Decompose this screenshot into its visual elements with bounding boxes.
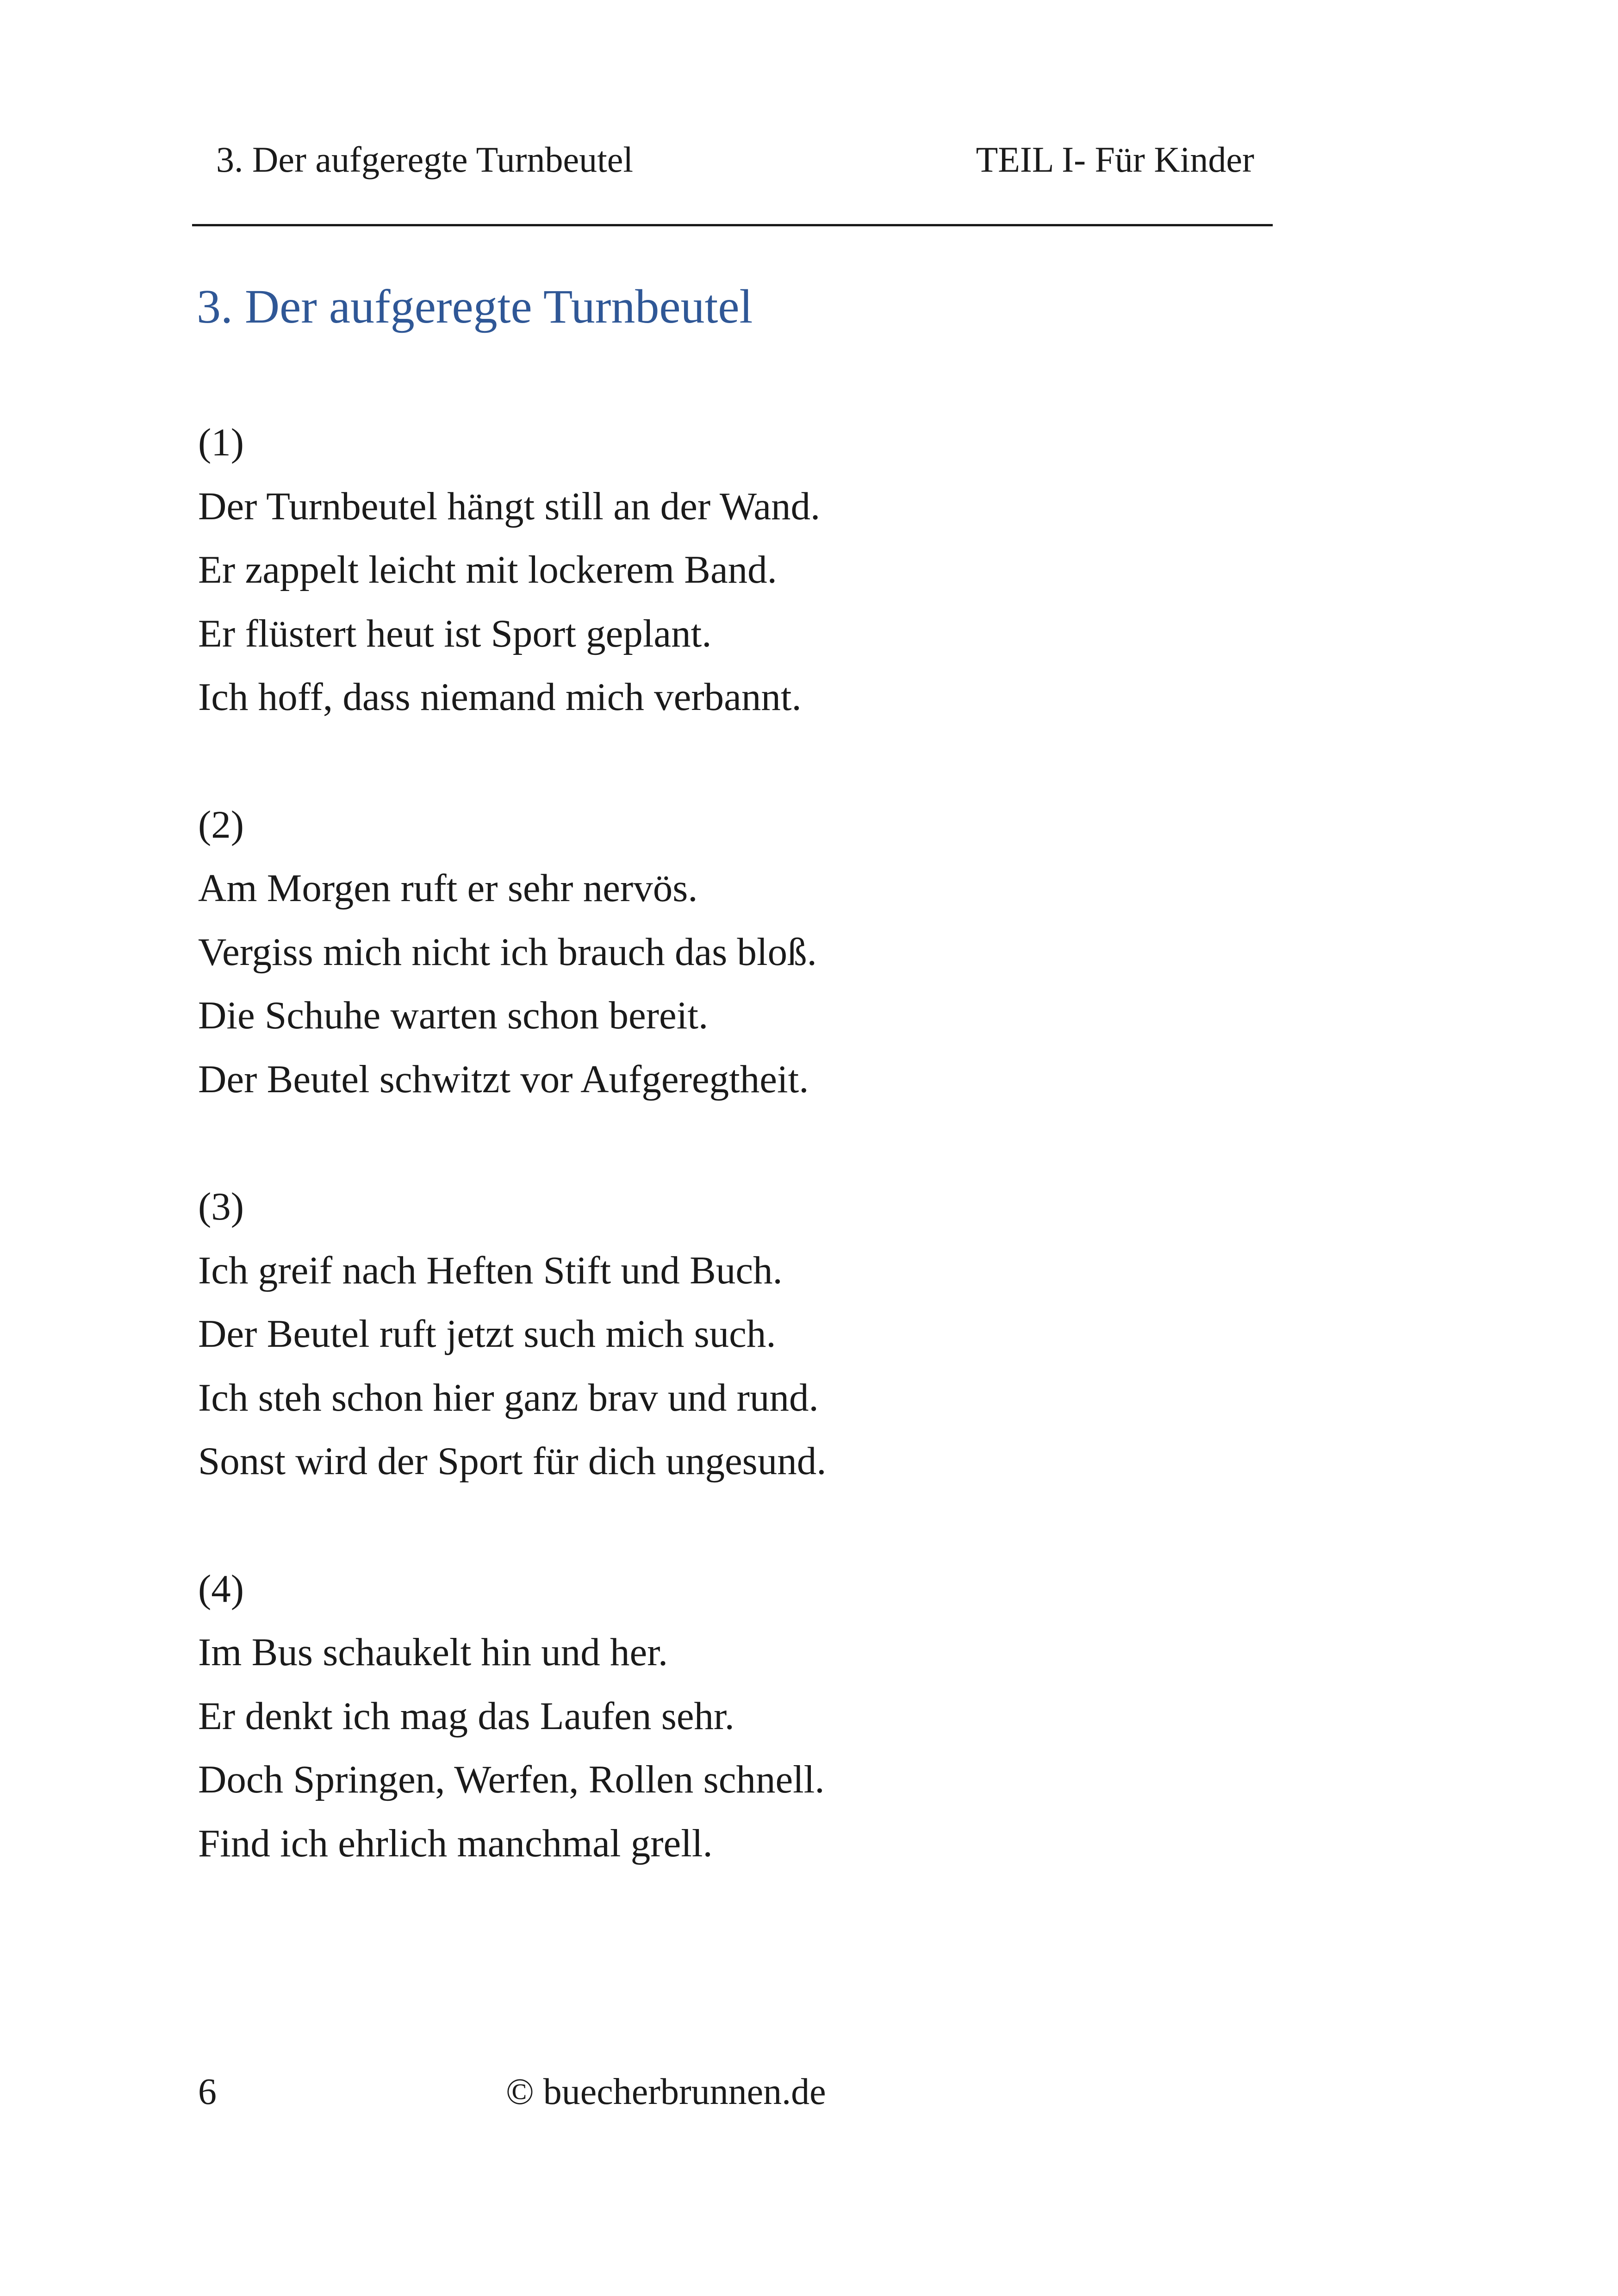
- verse-line: Er zappelt leicht mit lockerem Band.: [198, 548, 777, 591]
- verse-line: Find ich ehrlich manchmal grell.: [198, 1821, 713, 1865]
- verse-line: Ich greif nach Heften Stift und Buch.: [198, 1248, 783, 1292]
- verse-line: Er denkt ich mag das Laufen sehr.: [198, 1694, 734, 1738]
- verse-line: Ich steh schon hier ganz brav und rund.: [198, 1375, 819, 1419]
- stanza-3: [198, 1175, 1263, 1493]
- verse-line: Vergiss mich nicht ich brauch das bloß.: [198, 930, 817, 974]
- verse-line: Die Schuhe warten schon bereit.: [198, 994, 709, 1037]
- stanza-number: (4): [198, 1567, 244, 1611]
- page-number: 6: [198, 2072, 217, 2112]
- header-divider: [192, 224, 1273, 226]
- verse-line: Der Beutel ruft jetzt such mich such.: [198, 1312, 776, 1356]
- stanza-number: (2): [198, 803, 244, 846]
- stanza-number: (1): [198, 421, 244, 464]
- stanza-2: [198, 793, 1263, 1112]
- page-footer: [198, 2069, 1263, 2124]
- verse-line: Ich hoff, dass niemand mich verbannt.: [198, 675, 802, 719]
- copyright-notice: © buecherbrunnen.de: [506, 2072, 826, 2112]
- verse-line: Doch Springen, Werfen, Rollen schnell.: [198, 1758, 825, 1801]
- verse-line: Im Bus schaukelt hin und her.: [198, 1630, 668, 1674]
- stanza-4: [198, 1557, 1263, 1876]
- verse-line: Er flüstert heut ist Sport geplant.: [198, 611, 712, 655]
- poem-body: [198, 411, 1263, 1939]
- verse-line: Der Turnbeutel hängt still an der Wand.: [198, 484, 821, 528]
- verse-line: Am Morgen ruft er sehr nervös.: [198, 866, 698, 910]
- running-header: [192, 132, 1273, 187]
- poem-title: 3. Der aufgeregte Turnbeutel: [197, 280, 753, 333]
- stanza-number: (3): [198, 1185, 244, 1228]
- stanza-1: [198, 411, 1263, 729]
- verse-line: Sonst wird der Sport für dich ungesund.: [198, 1439, 827, 1483]
- verse-line: Der Beutel schwitzt vor Aufgeregtheit.: [198, 1057, 809, 1101]
- header-section-label: TEIL I- Für Kinder: [976, 139, 1254, 180]
- header-chapter-title: 3. Der aufgeregte Turnbeutel: [216, 139, 634, 180]
